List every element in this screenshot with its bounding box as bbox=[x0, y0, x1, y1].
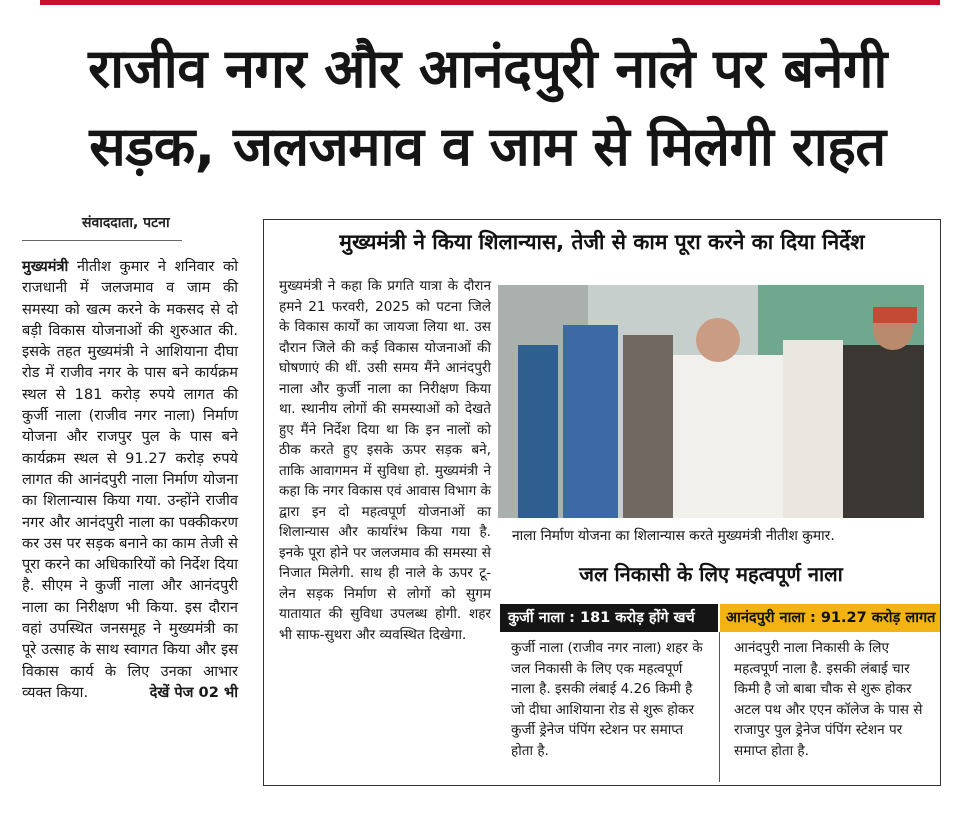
kurji-tag: कुर्जी नाला : 181 करोड़ होंगे खर्च bbox=[500, 604, 718, 632]
sub-title: जल निकासी के लिए महत्वपूर्ण नाला bbox=[579, 562, 843, 586]
photo-illustration bbox=[498, 285, 924, 518]
column-divider bbox=[719, 632, 720, 782]
continued-on-page: देखें पेज 02 भी bbox=[149, 683, 238, 701]
byline-rule bbox=[22, 240, 182, 241]
headline-line-1: राजीव नगर और आनंदपुरी नाले पर बनेगी bbox=[88, 37, 887, 100]
anandpuri-tag: आनंदपुरी नाला : 91.27 करोड़ लागत bbox=[720, 604, 940, 632]
anandpuri-text: आनंदपुरी नाला निकासी के लिए महत्वपूर्ण नाला है. इसकी लंबाई चार किमी है जो बाबा चौक से शुरू होकर अटल पथ और एएन कॉलेज के पास से राजापुर पुल ड्रेनेज पंपिंग स्टेशन पर समाप्त होता है. bbox=[734, 640, 923, 759]
photo-caption: नाला निर्माण योजना का शिलान्यास करते मुख्यमंत्री नीतीश कुमार. bbox=[512, 528, 835, 544]
left-column-body: नीतीश कुमार ने शनिवार को राजधानी में जलजमाव व जाम की समस्या को खत्म करने के मकसद से दो बड़ी विकास योजनाओं की शुरुआत की. इसके तहत मुख्यमंत्री ने आशियाना दीघा रोड में राजीव नगर के पास बने कार्यक्रम स्थल से 181 करोड़ रुपये लागत की कुर्जी नाला (राजीव नगर नाला) निर्माण योजना और राजपुर पुल के पास बने कार्यक्रम स्थल से 91.27 करोड़ रुपये लागत की आनंदपुरी नाला निर्माण योजना का शिलान्यास किया गया. उन्होंने राजीव नगर और आनंदपुरी नाला का पक्कीकरण कर उस पर सड़क बनाने का काम तेजी से पूरा करने का अधिकारियों को निर्देश दिया है. सीएम ने कुर्जी नाला और आनंदपुरी नाला का निरीक्षण भी किया. इस दौरान वहां उपस्थित जनसमूह ने मुख्यमंत्री का पूरे उत्साह के साथ स्वागत किया और इस विकास कार्य के लिए उनका आभार व्यक्त किया. bbox=[22, 258, 238, 701]
headline bbox=[20, 30, 955, 186]
top-red-strip bbox=[40, 0, 940, 5]
lead-word: मुख्यमंत्री bbox=[22, 258, 69, 275]
box-title: मुख्यमंत्री ने किया शिलान्यास, तेजी से काम पूरा करने का दिया निर्देश bbox=[339, 230, 865, 254]
top-color-bar bbox=[0, 0, 973, 6]
headline-line-2: सड़क, जलजमाव व जाम से मिलेगी राहत bbox=[89, 115, 886, 178]
news-photo bbox=[498, 285, 924, 518]
feature-box bbox=[263, 219, 941, 786]
left-column-article bbox=[22, 256, 238, 703]
kurji-text: कुर्जी नाला (राजीव नगर नाला) शहर के जल निकासी के लिए एक महत्वपूर्ण नाला है. इसकी लंबाई 4.26 किमी है जो दीघा आशियाना रोड से शुरू होकर कुर्जी ड्रेनेज पंपिंग स्टेशन पर समाप्त होता है. bbox=[511, 640, 703, 759]
middle-column-article: मुख्यमंत्री ने कहा कि प्रगति यात्रा के दौरान हमने 21 फरवरी, 2025 को पटना जिले के विकास कार्यों का जायजा लिया था. उस दौरान जिले की कई विकास योजनाओं की घोषणाएं की थीं. उसी समय मैंने आनंदपुरी नाला और कुर्जी नाला का निरीक्षण किया था. स्थानीय लोगों की समस्याओं को देखते हुए मैंने निर्देश दिया था कि इन नालों को ठीक करते हुए इसके ऊपर सड़क बने, ताकि आवागमन में सुविधा हो. मुख्यमंत्री ने कहा कि नगर विकास एवं आवास विभाग के द्वारा इन दो महत्वपूर्ण योजनाओं का शिलान्यास और कार्यारंभ किया गया है. इनके पूरा होने पर जलजमाव की समस्या से निजात मिलेगी. साथ ही नाले के ऊपर टू-लेन सड़क निर्माण से लोगों को सुगम यातायात की सुविधा उपलब्ध होगी. शहर भी साफ-सुथरा और व्यवस्थित दिखेगा. bbox=[279, 278, 491, 643]
byline: संवाददाता, पटना bbox=[82, 215, 170, 231]
